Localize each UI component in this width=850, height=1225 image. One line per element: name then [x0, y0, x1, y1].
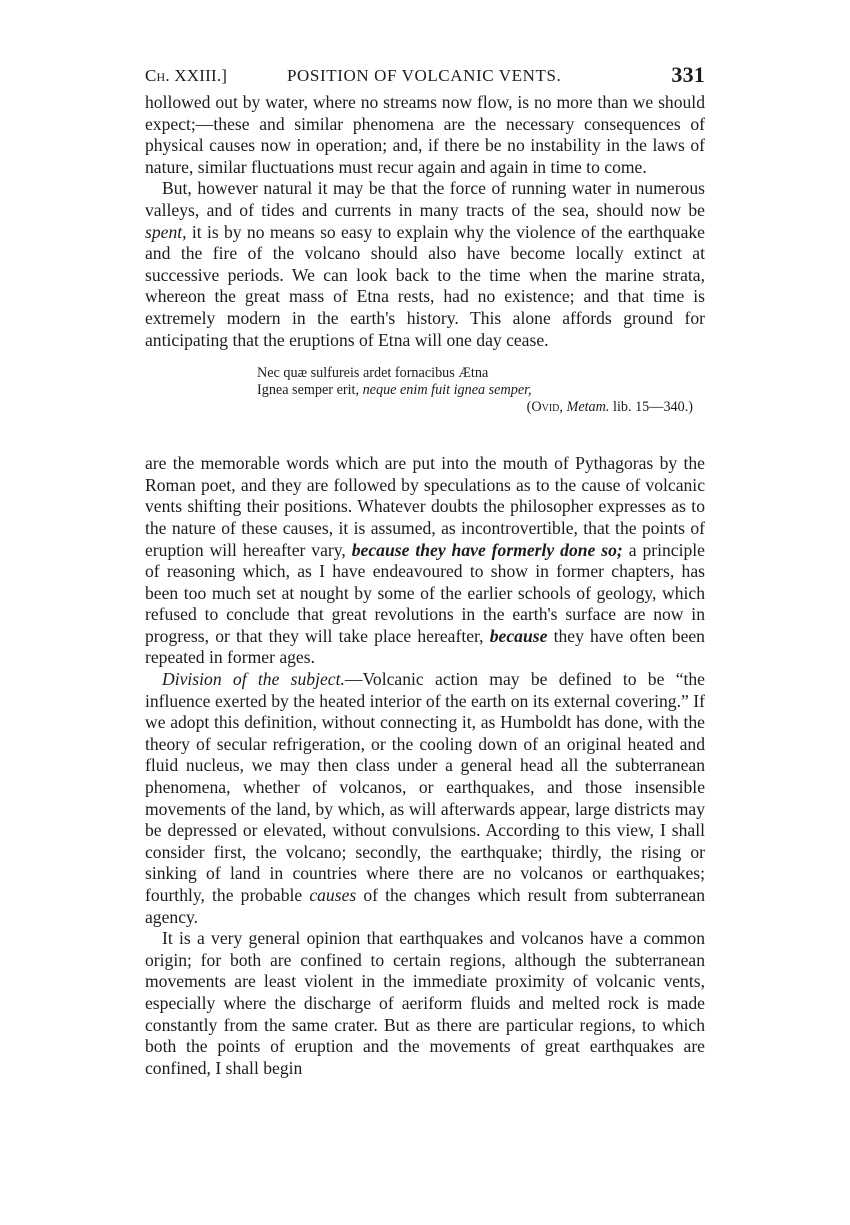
quotation-italic: neque enim fuit ignea semper,	[362, 382, 532, 399]
paragraph-text: they have often been repeated in former ages.	[145, 625, 705, 668]
running-header	[145, 62, 705, 92]
paragraph-text: of the changes which result from subterranean agency.	[145, 885, 705, 927]
chapter-reference: Ch. XXIII.]	[145, 66, 228, 85]
citation-reference: lib. 15—340.)	[609, 399, 693, 416]
emphasis-spent: spent,	[145, 221, 187, 242]
paragraph-continuation	[145, 92, 705, 178]
quotation-citation	[257, 399, 705, 416]
citation-open: (	[526, 399, 532, 416]
emphasis-because: because	[489, 625, 548, 646]
running-title: POSITION OF VOLCANIC VENTS.	[287, 66, 562, 85]
section-heading: Division of the subject.	[162, 669, 345, 690]
paragraph-text: —Volcanic action may be defined to be “the influence exerted by the heated interior of the earth on its external covering.” If we adopt this definition, without connecting it, as Humboldt has done, with the theory of secular refrigeration, or the cooling down of an original heated and fluid nucleus, we may then class under a general head all the subterranean phenomena, whether of volcanos, or earthquakes, and those insensible movements of the land, by which, as will afterwards appear, large districts may be depressed or elevated, without convulsions. According to this view, I shall consider first, the volcano; secondly, the earthquake; thirdly, the rising or sinking of land in countries where there are no volcanos or earthquakes; fourthly, the probable	[145, 669, 705, 905]
paragraph-division	[145, 669, 705, 928]
book-page	[145, 62, 705, 1079]
citation-author: Ovid,	[531, 399, 563, 416]
quotation-line-2	[257, 382, 705, 399]
paragraph-etna	[145, 178, 705, 351]
paragraph-text: are the memorable words which are put into the mouth of Pythagoras by the Roman poet, and they are followed by speculations as to the cause of volcanic vents shifting their positions. Whatever doubts the philosopher expresses as to the nature of these causes, it is assumed, as incontrovertible, that the points of eruption will hereafter vary,	[145, 453, 705, 560]
quotation-text: Ignea semper erit,	[257, 382, 363, 399]
paragraph-pythagoras	[145, 453, 705, 669]
emphasis-causes: causes	[309, 885, 357, 905]
latin-quotation	[257, 365, 705, 416]
paragraph-common-origin	[145, 928, 705, 1079]
quotation-line-1: Nec quæ sulfureis ardet fornacibus Ætna	[257, 365, 489, 382]
paragraph-text: it is by no means so easy to explain why the violence of the earthquake and the fire of the volcano should also have become locally extinct at successive periods. We can look back to the time when the marine strata, whereon the great mass of Etna rests, had no existence; and that time is extremely modern in the earth's history. This alone affords ground for anticipating that the eruptions of Etna will one day cease.	[145, 221, 705, 350]
paragraph-text: But, however natural it may be that the force of running water in numerous valleys, and of tides and currents in many tracts of the sea, should now be	[145, 178, 705, 220]
paragraph-text: a principle of reasoning which, as I have endeavoured to show in former chapters, has been too much set at nought by some of the earlier schools of geology, which refused to conclude that great revolutions in the earth's surface are now in progress, or that they will take place hereafter,	[145, 539, 705, 646]
emphasis-because-formerly: because they have formerly done so;	[351, 539, 623, 560]
page-number: 331	[671, 62, 705, 87]
citation-work: Metam.	[566, 399, 610, 416]
paragraph-text: It is a very general opinion that earthquakes and volcanos have a common origin; for both are confined to certain regions, although the subterranean movements are least violent in the immediate proximity of volcanic vents, especially where the discharge of aeriform fluids and melted rock is made constantly from the same crater. But as there are particular regions, to which both the points of eruption and the movements of great earthquakes are confined, I shall begin	[145, 928, 705, 1078]
paragraph-text: hollowed out by water, where no streams now flow, is no more than we should expect;—these and similar phenomena are the necessary consequences of physical causes now in operation; and, if there be no instability in the laws of nature, similar fluctuations must recur again and again in time to come.	[145, 92, 705, 177]
